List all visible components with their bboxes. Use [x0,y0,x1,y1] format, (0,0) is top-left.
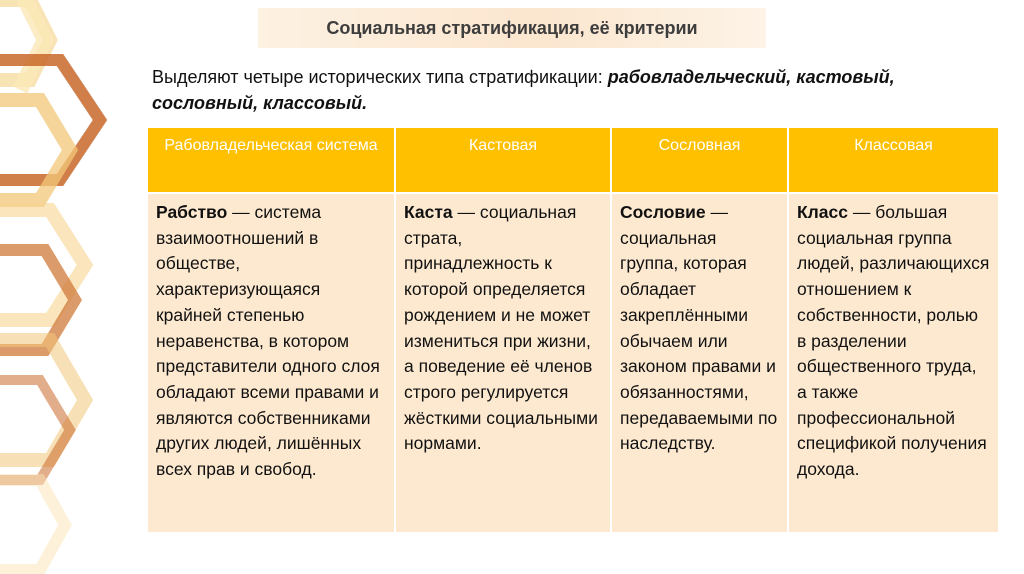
table-header-row [147,127,999,193]
title-bar [258,8,766,48]
table-row [147,193,999,533]
header-caste: Кастовая [395,127,611,193]
cell-estate [611,193,788,533]
header-class: Классовая [788,127,999,193]
decorative-hexagon-pattern [0,0,140,574]
intro-text: Выделяют четыре исторических типа стратификации: [152,67,608,87]
definition-slavery: — система взаимоотношений в обществе, характеризующаяся крайней степенью неравенства, в котором представители одного слоя обладают всеми правами и являются собственниками других людей, лишённых всех прав и свобод. [156,202,380,480]
cell-slavery [147,193,395,533]
definition-class: — большая социальная группа людей, различающихся отношением к собственности, ролью в разделении общественного труда, а также профессиональной спецификой получения дохода. [797,202,990,480]
definition-caste: — социальная страта, принадлежность к которой определяется рождением и не может измениться при жизни, а поведение её членов строго регулируется жёсткими социальными нормами. [404,202,598,454]
slide-title: Социальная стратификация, её критерии [326,17,698,38]
header-slave-system: Рабовладельческая система [147,127,395,193]
term-slavery: Рабство [156,202,228,222]
cell-caste [395,193,611,533]
intro-types: рабовладельческий, кастовый, сословный, классовый. [152,67,895,113]
term-class: Класс [797,202,848,222]
cell-class [788,193,999,533]
term-caste: Каста [404,202,453,222]
intro-paragraph [152,64,982,116]
definition-estate: — социальная группа, которая обладает закреплёнными обычаем или законом правами и обязанностями, передаваемыми по наследству. [620,202,778,454]
stratification-table [146,126,1000,534]
header-estate: Сословная [611,127,788,193]
term-estate: Сословие [620,202,706,222]
